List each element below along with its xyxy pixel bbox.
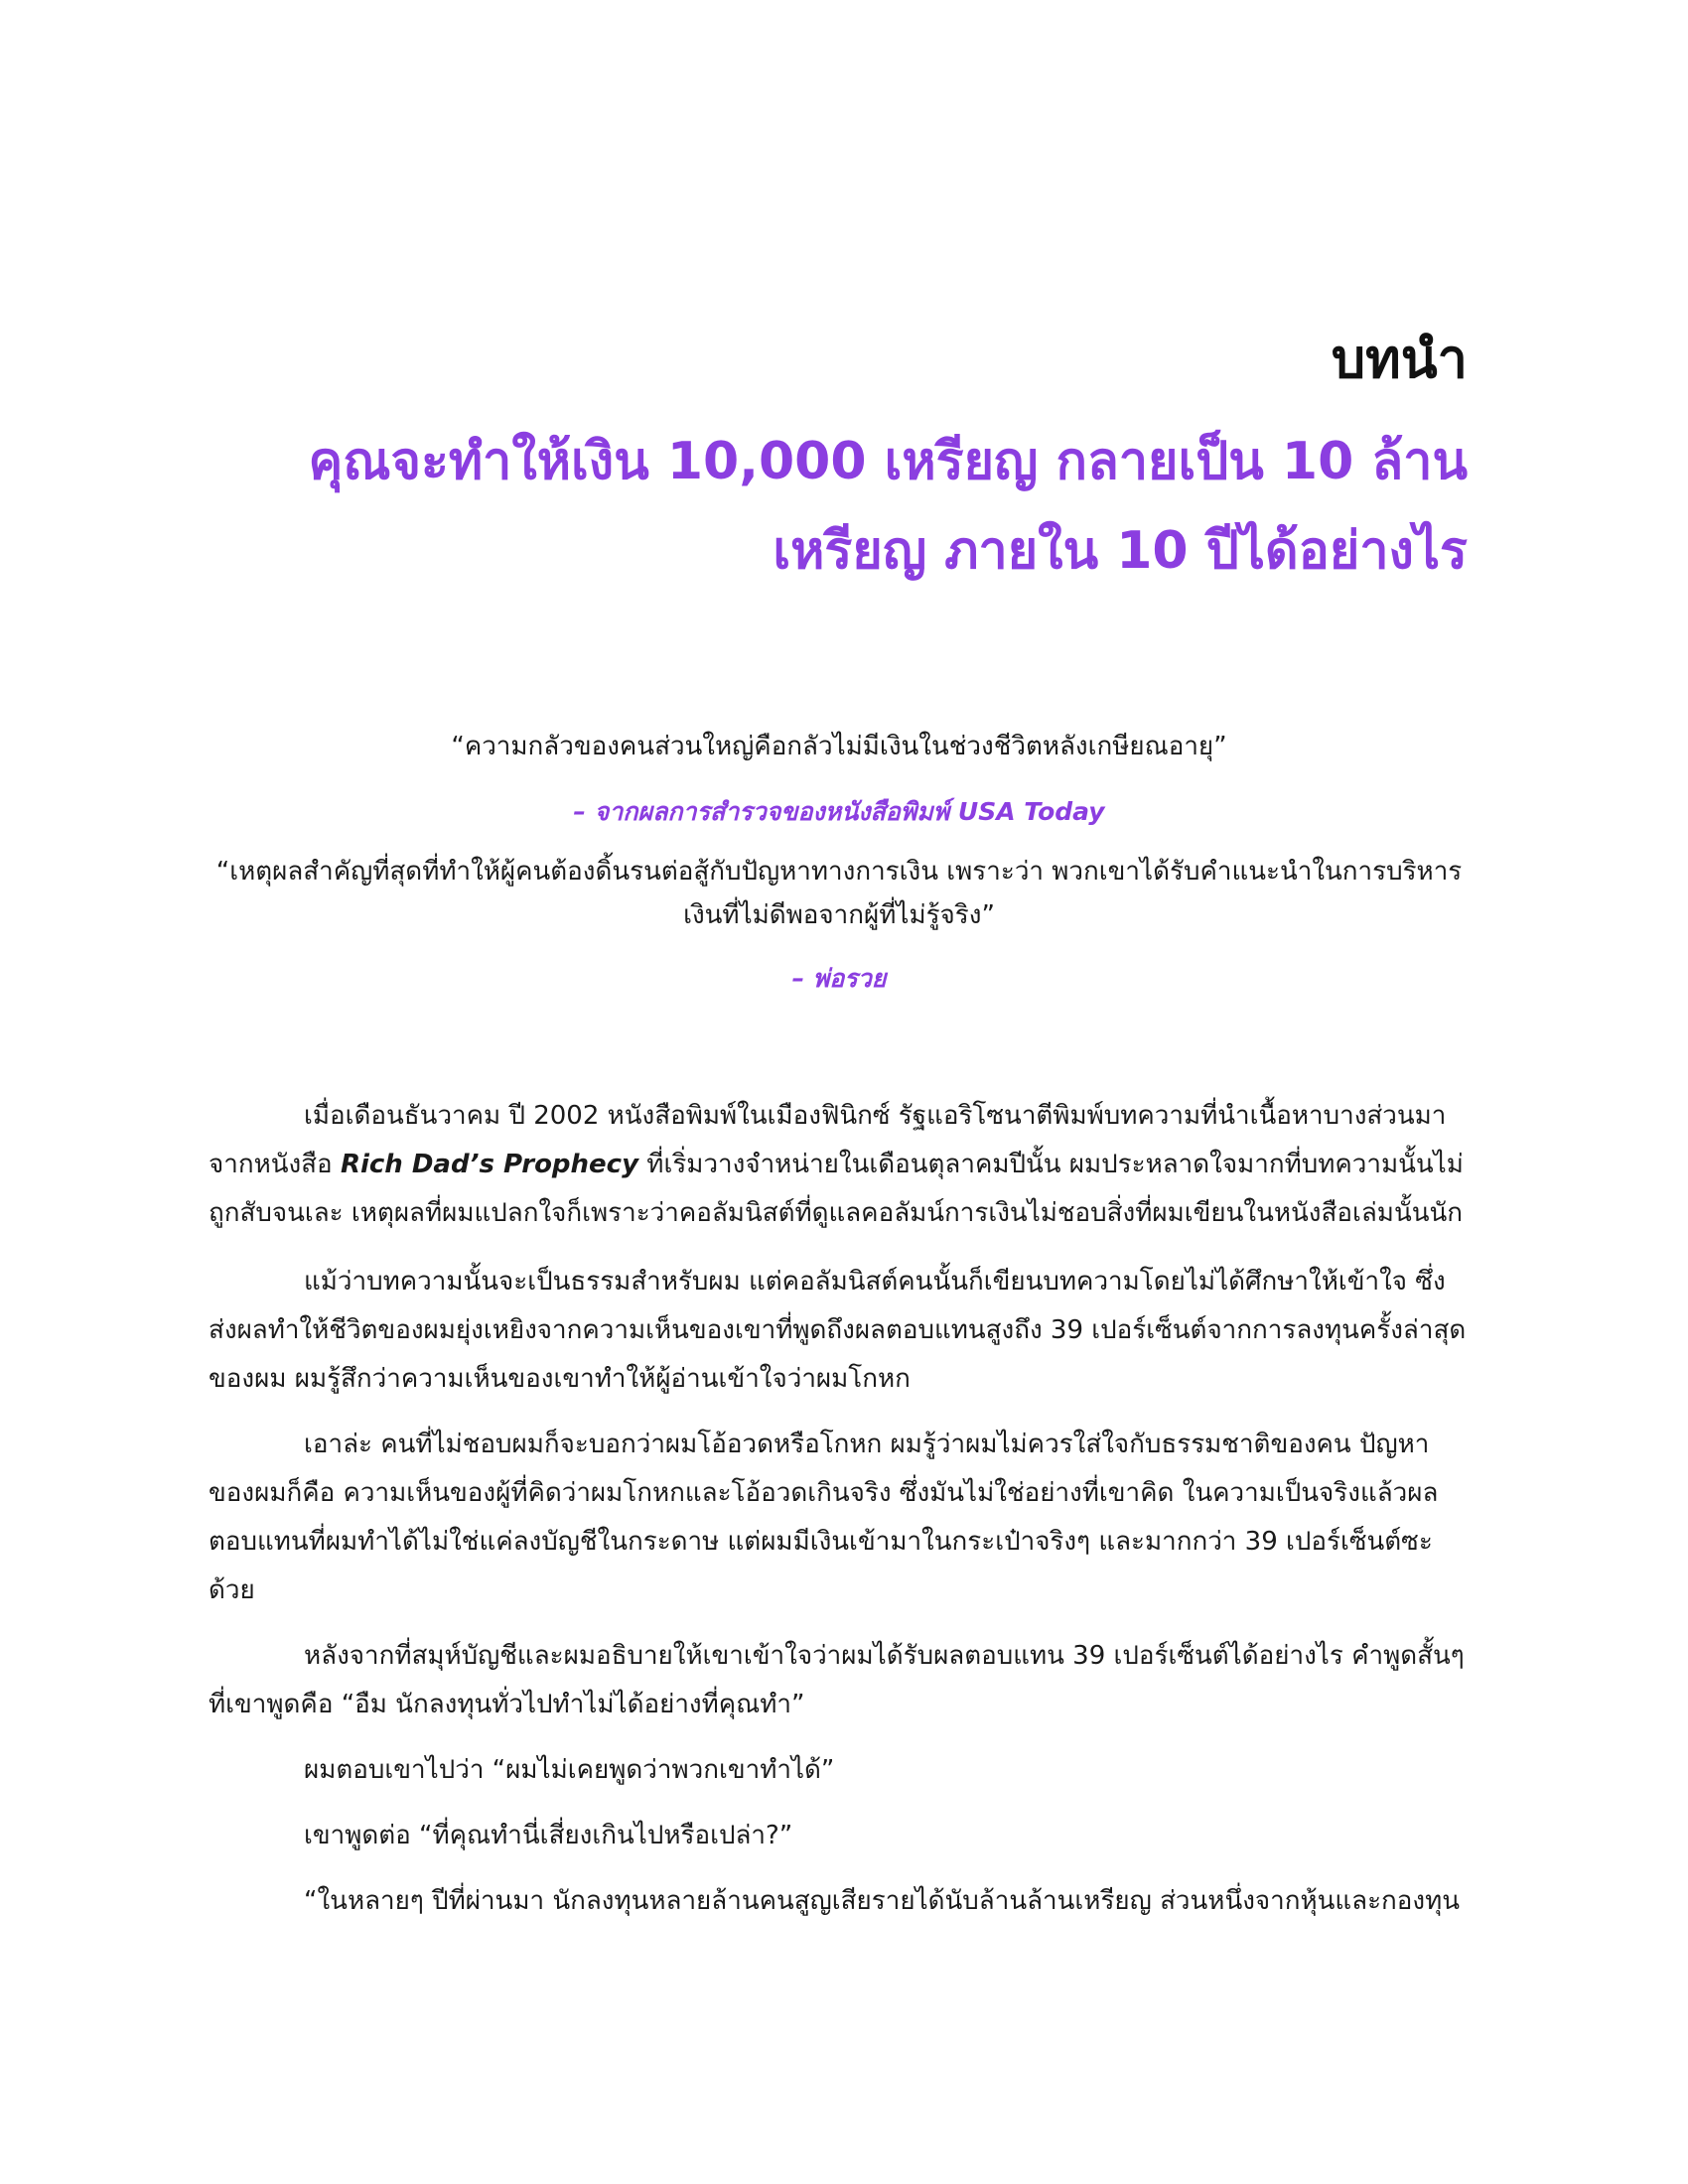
epigraph-attribution-1: – จากผลการสำรวจของหนังสือพิมพ์ USA Today [573, 797, 1105, 826]
epigraph-quote-1: “ความกลัวของคนส่วนใหญ่คือกลัวไม่มีเงินในช่วงชีวิตหลังเกษียณอายุ” [451, 732, 1227, 761]
chapter-title-line-2: เหรียญ ภายใน 10 ปีได้อย่างไร [773, 521, 1468, 581]
chapter-label: บทนำ [1331, 328, 1468, 390]
paragraph-7: “ในหลายๆ ปีที่ผ่านมา นักลงทุนหลายล้านคนสูญเสียรายได้นับล้านล้านเหรียญ ส่วนหนึ่งจากหุ้นและกองทุน [304, 1886, 1461, 1916]
paragraph-5: ผมตอบเขาไปว่า “ผมไม่เคยพูดว่าพวกเขาทำได้” [304, 1755, 835, 1785]
book-title: Rich Dad’s Prophecy [340, 1150, 639, 1179]
epigraph-attribution-2: – พ่อรวย [791, 964, 887, 993]
paragraph-2: แม้ว่าบทความนั้นจะเป็นธรรมสำหรับผม แต่คอลัมนิสต์คนนั้นก็เขียนบทความโดยไม่ได้ศึกษาให้เข้าใจ ซึ่งส่งผลทำให้ชีวิตของผมยุ่งเหยิงจากความเห็นของเขาที่พูดถึงผลตอบแทนสูงถึง 39 เปอร์เซ็นต์จากการลงทุนครั้งล่าสุดของผม ผมรู้สึกว่าความเห็นของเขาทำให้ผู้อ่านเข้าใจว่าผมโกหก [209, 1267, 1467, 1394]
paragraph-1-end: ที่เริ่มวางจำหน่ายในเดือนตุลาคมปีนั้น ผมประหลาดใจมากที่บทความนั้นไม่ถูกสับจนเละ เหตุผลที่ผมแปลกใจก็เพราะว่าคอลัมนิสต์ที่ดูแลคอลัมน์การเงินไม่ชอบสิ่งที่ผมเขียนในหนังสือเล่มนั้นนัก [209, 1150, 1464, 1228]
paragraph-3: เอาล่ะ คนที่ไม่ชอบผมก็จะบอกว่าผมโอ้อวดหรือโกหก ผมรู้ว่าผมไม่ควรใส่ใจกับธรรมชาติของคน ปัญหาของผมก็คือ ความเห็นของผู้ที่คิดว่าผมโกหกและโอ้อวดเกินจริง ซึ่งมันไม่ใช่อย่างที่เขาคิด ในความเป็นจริงแล้วผลตอบแทนที่ผมทำได้ไม่ใช่แค่ลงบัญชีในกระดาษ แต่ผมมีเงินเข้ามาในกระเป๋าจริงๆ และมากกว่า 39 เปอร์เซ็นต์ซะด้วย [209, 1430, 1439, 1605]
chapter-title-line-1: คุณจะทำให้เงิน 10,000 เหรียญ กลายเป็น 10 ล้าน [308, 432, 1468, 491]
body-text [209, 1092, 1470, 1943]
paragraph-6: เขาพูดต่อ “ที่คุณทำนี่เสี่ยงเกินไปหรือเปล่า?” [304, 1821, 793, 1850]
epigraph-quote-2: “เหตุผลสำคัญที่สุดที่ทำให้ผู้คนต้องดิ้นรนต่อสู้กับปัญหาทางการเงิน เพราะว่า พวกเขาได้รับคำแนะนำในการบริหารเงินที่ไม่ดีพอจากผู้ที่ไม่รู้จริง” [215, 857, 1463, 930]
chapter-title [226, 417, 1468, 596]
paragraph-4: หลังจากที่สมุห์บัญชีและผมอธิบายให้เขาเข้าใจว่าผมได้รับผลตอบแทน 39 เปอร์เซ็นต์ได้อย่างไร คำพูดสั้นๆ ที่เขาพูดคือ “อืม นักลงทุนทั่วไปทำไม่ได้อย่างที่คุณทำ” [209, 1641, 1465, 1719]
paragraph-1 [209, 1092, 1470, 1238]
paragraph-1-start: เมื่อเดือนธันวาคม ปี 2002 หนังสือพิมพ์ในเมืองฟินิกซ์ รัฐแอริโซนาตีพิมพ์บทความที่นำเนื้อหาบางส่วนมาจากหนังสือ [209, 1101, 1447, 1179]
